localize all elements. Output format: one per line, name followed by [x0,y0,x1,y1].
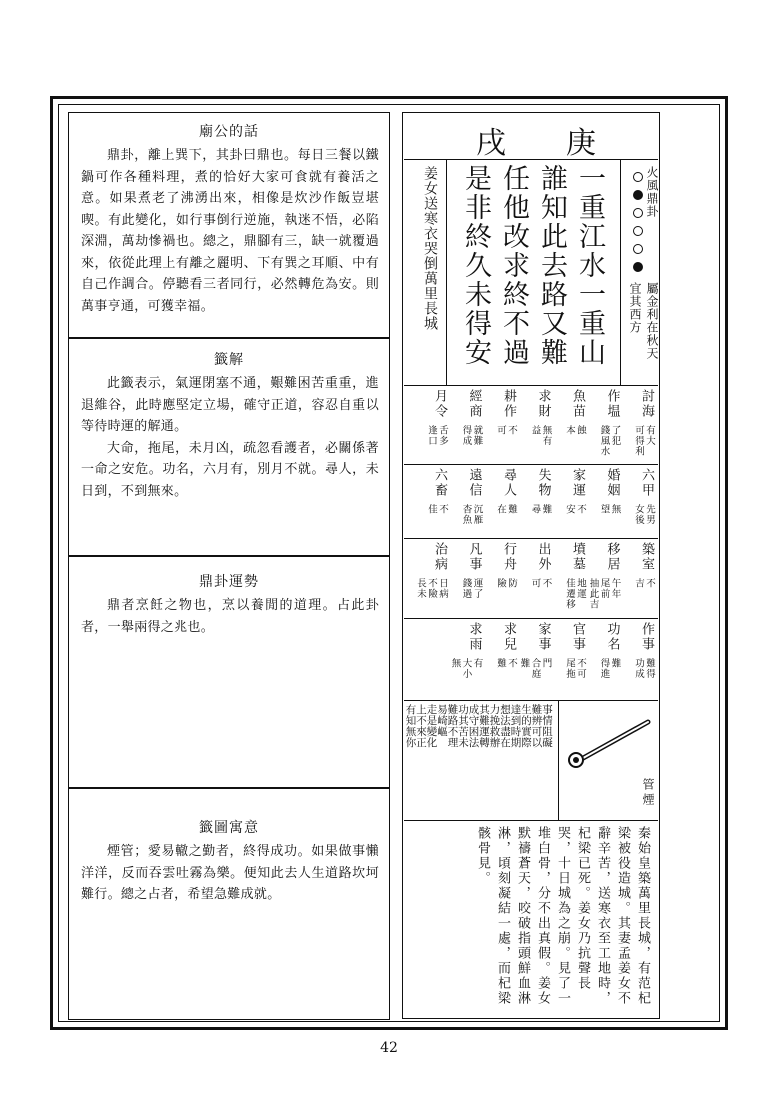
explain-p1: 此籤表示，氣運閉塞不通，艱難困苦重重，進退維谷，此時應堅定立場，確守正道，容忍自重以等待時運的解通。 [81,376,379,434]
grid-answer-3-4: 不 [540,578,552,589]
grid-answer-4-6: 有 [471,658,483,669]
poem-line-1: 一重江水一重山 [574,164,605,367]
fortune-circle [633,190,643,200]
advice-column: 有知無你 [404,704,417,748]
grid-answer-2-7: 佳 [426,504,437,515]
grid-answer-2-4: 尋 [529,504,541,515]
fortune-circle [633,208,643,218]
advice-column: 易崎嶇 [436,704,448,737]
grid-answer-3-3: 地運 [575,578,586,599]
title-left-char: 戌 [476,126,506,161]
fortune-circle [633,226,643,236]
grid-answer-2-6: 杳魚 [460,504,472,525]
fortune-box [68,556,390,788]
grid-answer-4-6: 無 [449,658,461,669]
advice-column: 事情阻礙 [541,704,553,748]
grid-answer-3-1: 不 [644,578,655,589]
grid-answer-4-5: 難 [495,658,506,669]
grid-heading-2-3: 家運 [570,468,585,498]
grid-heading-3-5: 行舟 [501,542,516,572]
grid-heading-1-5: 耕作 [501,389,516,419]
grid-answer-2-3: 安 [564,504,575,515]
grid-answer-1-5: 不 [506,425,517,436]
story-text: 秦始皇築萬里長城，有范杞梁被役造城。其妻孟姜女不辭辛苦，送寒衣至工地時，杞梁已死。姜女乃抗聲長哭，十日城為之崩。見了一堆白骨，分不出真假。姜女默禱蒼天，咬破指頭鮮血淋淋，頃刻凝結一處，而杞梁骸骨見。 [475,826,650,1006]
grid-answer-4-6: 大小 [460,658,472,679]
grid-answer-4-3: 尾拖 [564,658,575,679]
grid-answer-1-6: 得成 [460,425,472,446]
grid-heading-1-6: 經商 [466,389,482,419]
picture-meaning-box [68,788,390,1020]
grid-answer-2-3: 不 [575,504,586,515]
advice-column: 其難運轉 [478,704,490,748]
grid-answer-3-5: 防 [506,578,517,589]
grid-answer-4-5: 不 [506,658,517,669]
title-right-char: 庚 [566,126,596,161]
grid-answer-3-7: 日病 [437,578,448,599]
grid-heading-4-2: 功名 [604,622,620,652]
grid-answer-2-1: 先男 [644,504,655,525]
picture-meaning-text: 煙管；愛易轍之勤者，終得成功。如果做事懶洋洋，反而吞雲吐霧為樂。便知此去人生道路坎坷難行。總之占者，希望急難成就。 [81,844,379,902]
page-number: 42 [380,1040,398,1056]
grid-answer-1-3: 蝕 [575,425,586,436]
grid-answer-4-1: 難得 [644,658,655,679]
grid-answer-3-1: 吉 [633,578,644,589]
grid-answer-2-6: 沉雁 [471,504,483,525]
grid-answer-1-1: 可得利 [633,425,644,457]
grid-heading-3-2: 移居 [604,542,620,572]
grid-answer-4-2: 難 [609,658,621,669]
grid-answer-2-1: 女後 [633,504,644,525]
advice-column: 想法盡在 [499,704,511,748]
advice-column: 上不來正 [415,704,427,748]
picture-meaning-heading: 籤圖寓意 [199,820,259,836]
grid-answer-1-7: 逢口 [426,425,437,446]
grid-heading-3-3: 墳墓 [570,542,585,572]
direction-label: 宜其西方 [628,282,642,334]
grid-divider [404,385,658,386]
poem-line-3: 任他改求終不過 [498,164,529,367]
explain-p2: 大命，拖尾，未月凶，疏忽看護者，必關係著一命之安危。功名，六月有，別月不就。尋人，未日到，不到無來。 [81,440,379,499]
fortune-circle [633,172,643,182]
grid-heading-3-4: 出外 [535,542,551,572]
advice-column: 力挽救辦 [488,704,501,748]
grid-divider [404,464,658,465]
grid-heading-4-4: 家事 [535,622,551,652]
grid-answer-3-2: 午年 [609,578,621,599]
grid-heading-2-7: 六畜 [432,468,447,498]
grid-heading-2-6: 遠信 [466,468,482,498]
fortune-heading: 鼎卦運勢 [199,574,259,590]
element-label: 屬金利在秋天 [645,282,659,360]
grid-heading-2-1: 六甲 [639,468,654,498]
grid-answer-3-3: 佳遷移 [564,578,575,610]
temple-talk-text: 鼎卦，離上巽下，其卦曰鼎也。每日三餐以鐵鍋可作各種料理，煮的恰好大家可食就有養活之意。如果煮老了沸湧出來，相像是炊沙作飯豈堪喫。有此變化，如行事倒行逆施，執迷不悟，必陷深淵，萬劫慘禍也。總之，鼎腳有三，缺一就覆過來，依從此理上有離之麗明、下有巽之耳順、中有自己作調合。停聽看三者同行，必然轉危為安。則萬事亨通，可獲幸福。 [81,148,379,314]
grid-divider [404,820,658,821]
grid-heading-2-4: 失物 [535,468,551,498]
advice-column: 走是變化 [425,704,438,748]
grid-answer-3-6: 錢過 [460,578,472,599]
grid-answer-1-3: 本 [564,425,575,436]
poem-divider-right [620,159,621,385]
grid-answer-3-7: 長未 [415,578,426,599]
fortune-text: 鼎者烹飪之物也，烹以養閒的道理。占此卦者，一舉兩得之兆也。 [81,598,379,635]
grid-answer-4-1: 功成 [633,658,644,679]
grid-divider [404,700,658,701]
grid-answer-2-5: 難 [506,504,517,515]
advice-column: 難路不理 [446,704,459,748]
grid-heading-1-7: 月令 [432,389,447,419]
grid-heading-2-5: 尋人 [501,468,516,498]
pipe-divider [558,700,559,820]
grid-answer-2-5: 在 [495,504,506,515]
advice-column: 達到時期 [509,704,522,748]
grid-answer-2-4: 難 [540,504,552,515]
grid-heading-3-7: 治病 [432,542,447,572]
temple-talk-box [68,112,390,338]
grid-answer-2-2: 無 [609,504,621,515]
grid-heading-1-4: 求財 [535,389,551,419]
pipe-caption: 管煙 [641,778,655,808]
grid-heading-1-3: 魚苗 [570,389,585,419]
grid-answer-4-4: 門 [540,658,552,669]
grid-answer-3-6: 運了 [471,578,483,599]
hexagram-name: 火風鼎卦 [645,166,659,218]
grid-answer-2-7: 不 [437,504,448,515]
grid-answer-1-5: 可 [495,425,506,436]
fortune-circle [633,244,643,254]
fortune-circle [633,262,643,272]
grid-answer-1-4: 益 [529,425,541,436]
grid-answer-1-2: 錢風水 [598,425,610,457]
explain-box [68,338,390,556]
grid-answer-1-2: 了犯 [609,425,621,446]
grid-heading-1-2: 作塭 [604,389,620,419]
grid-answer-4-4: 難 [518,658,530,669]
grid-heading-3-6: 凡事 [466,542,482,572]
poem-divider-left [446,159,447,385]
grid-heading-4-6: 求雨 [466,622,482,652]
explain-heading: 籤解 [214,352,244,368]
grid-answer-1-1: 有大 [644,425,655,446]
grid-answer-3-4: 可 [529,578,541,589]
grid-heading-3-1: 築室 [639,542,654,572]
grid-heading-4-3: 官事 [570,622,585,652]
poem-line-2: 誰知此去路又難 [536,164,567,367]
story-title: 姜女送寒衣哭倒萬里長城 [422,166,438,331]
advice-column: 成守困法 [467,704,480,748]
poem-line-4: 是非終久未得安 [460,164,491,367]
grid-answer-2-2: 望 [598,504,610,515]
grid-answer-3-2: 抽此吉 [587,578,599,610]
advice-column: 生的實際 [520,704,532,748]
advice-column: 功其苦未 [457,704,469,748]
grid-answer-3-5: 險 [495,578,506,589]
explain-text [69,369,389,502]
advice-column: 難辨可以 [530,704,543,748]
grid-heading-2-2: 婚姻 [604,468,620,498]
grid-answer-3-7: 不險 [426,578,437,599]
pipe-icon [566,712,654,780]
grid-divider [404,538,658,539]
temple-talk-heading: 廟公的話 [199,124,259,140]
grid-answer-1-4: 無有 [540,425,552,446]
grid-answer-4-2: 得進 [598,658,610,679]
grid-answer-1-7: 舌多 [437,425,448,446]
grid-answer-1-6: 就難 [471,425,483,446]
grid-heading-4-5: 求兒 [501,622,516,652]
grid-heading-4-1: 作事 [639,622,654,652]
grid-answer-4-3: 不可 [575,658,586,679]
grid-divider [404,618,658,619]
grid-answer-3-2: 尾前 [598,578,610,599]
grid-answer-4-4: 合庭 [529,658,541,679]
grid-heading-1-1: 討海 [639,389,654,419]
title-row [404,116,658,160]
